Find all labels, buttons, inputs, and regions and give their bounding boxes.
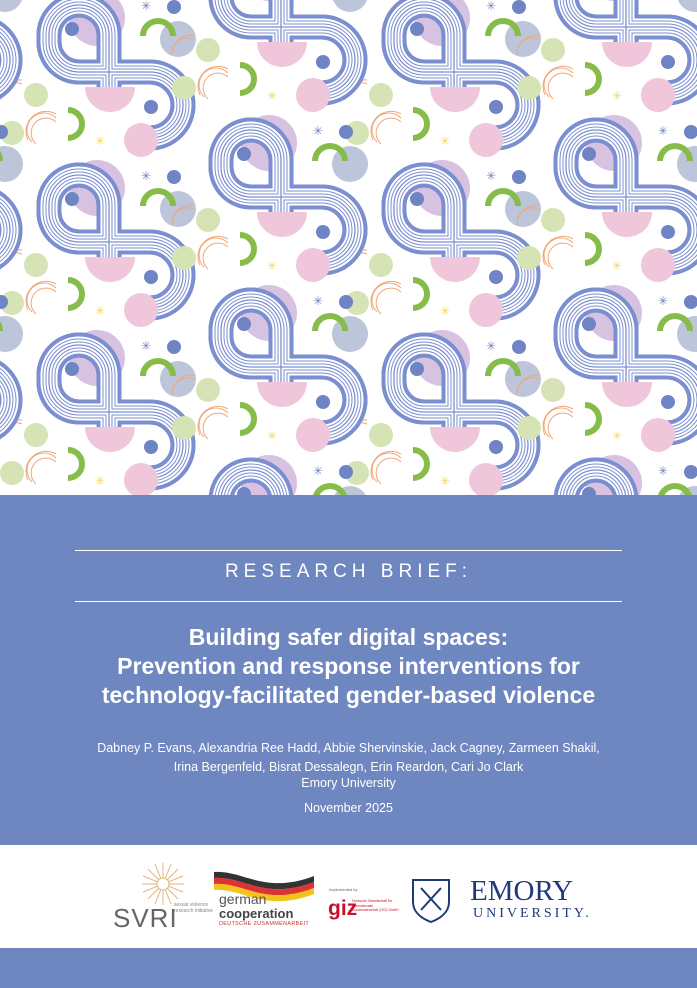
authors-line-2: Irina Bergenfeld, Bisrat Dessalegn, Erin Reardon, Cari Jo Clark	[173, 760, 524, 774]
footer-band	[0, 948, 697, 988]
svri-sunburst-icon	[140, 861, 186, 907]
divider-bottom	[75, 601, 622, 602]
publication-date: November 2025	[304, 801, 393, 815]
title-line-2: Prevention and response interventions for	[117, 653, 580, 679]
authors-line-1: Dabney P. Evans, Alexandria Ree Hadd, Abbie Shervinskie, Jack Cagney, Zarmeen Shakil,	[97, 741, 600, 755]
institution: Emory University	[301, 776, 396, 790]
partner-logos	[0, 845, 697, 948]
title-line-3: technology-facilitated gender-based violence	[101, 682, 596, 708]
german-cooperation-line2: cooperation	[219, 906, 294, 921]
authors	[0, 739, 697, 777]
german-cooperation-line1: german	[219, 891, 267, 907]
divider-top	[75, 550, 622, 551]
title-line-1: Building safer digital spaces:	[188, 624, 509, 650]
emory-logo: EMORY	[470, 875, 574, 907]
emory-shield-icon	[411, 878, 451, 923]
giz-logo: giz	[328, 897, 358, 920]
giz-implemented-by: Implemented by	[329, 887, 358, 892]
document-type: RESEARCH BRIEF:	[224, 561, 473, 582]
title-band	[0, 495, 697, 845]
german-cooperation-line3: DEUTSCHE ZUSAMMENARBEIT	[219, 921, 310, 927]
giz-full-name: Deutsche Gesellschaft für Internationale Zusammenarbeit (GIZ) GmbH	[352, 899, 399, 912]
document-title	[0, 623, 697, 710]
svri-logo: SVRI	[113, 903, 178, 933]
emory-university-text: UNIVERSITY.	[473, 906, 592, 921]
svri-tagline: sexual violence research initiative	[174, 902, 213, 914]
